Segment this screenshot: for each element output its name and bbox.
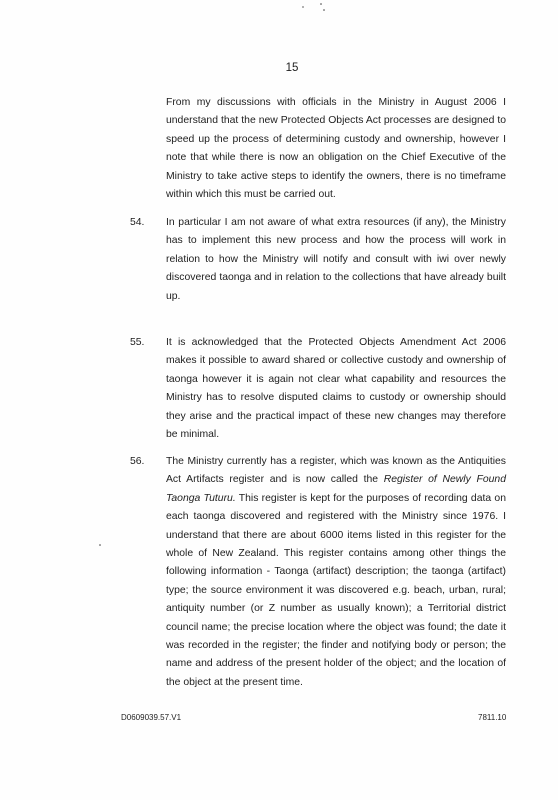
paragraph-number: 56.: [130, 456, 145, 467]
paragraph-56-text-before-title: The Ministry currently has a register, which was known as the Antiquities Act Artifacts register and is now called the: [166, 456, 506, 486]
paragraph-number: 54.: [130, 217, 145, 228]
footer-document-id: D0609039.57.V1: [121, 713, 182, 722]
scan-speck: [99, 544, 101, 546]
register-title: Register of Newly Found Taonga Tuturu.: [166, 474, 506, 504]
paragraph-54-text: In particular I am not aware of what extra resources (if any), the Ministry has to implement this new process and how the process will work in relation to how the Ministry will notify and consult with iwi over newly discovered taonga and in relation to the collections that have already built up.: [166, 217, 506, 302]
scan-speck: [323, 9, 325, 11]
continuation-paragraph: From my discussions with officials in the Ministry in August 2006 I understand that the new Protected Objects Act processes are designed to speed up the process of determining custody and ownership, however I note that while there is now an obligation on the Chief Executive of the Ministry to take active steps to identify the owners, there is no timeframe within which this must be carried out.: [166, 97, 506, 201]
paragraph-number: 55.: [130, 337, 145, 348]
paragraph-55-text: It is acknowledged that the Protected Objects Amendment Act 2006 makes it possible to award shared or collective custody and ownership of taonga however it is again not clear what capability and resources the Ministry has to resolve disputed claims to custody or ownership should they arise and the practical impact of these new changes may therefore be minimal.: [166, 337, 506, 441]
scan-speck: [302, 6, 304, 8]
scan-speck: [320, 3, 322, 5]
footer-reference: 7811.10: [478, 713, 507, 722]
paragraph-56-text-after-title: This register is kept for the purposes of recording data on each taonga discovered and registered with the Ministry since 1976. I understand that there are about 6000 items listed in this register for the whole of New Zealand. This register contains among other things the following information - Taonga (artifact) description; the taonga (artifact) type; the source environment it was discovered e.g. beach, urban, rural; antiquity number (or Z number as usually known); a Territorial district council name; the precise location where the object was found; the date it was recorded in the register; the finder and notifying body or person; the name and address of the present holder of the object; and the location of the object at the present time.: [166, 492, 506, 688]
page-number: 15: [285, 62, 299, 74]
paragraph-56-text: [166, 453, 506, 692]
